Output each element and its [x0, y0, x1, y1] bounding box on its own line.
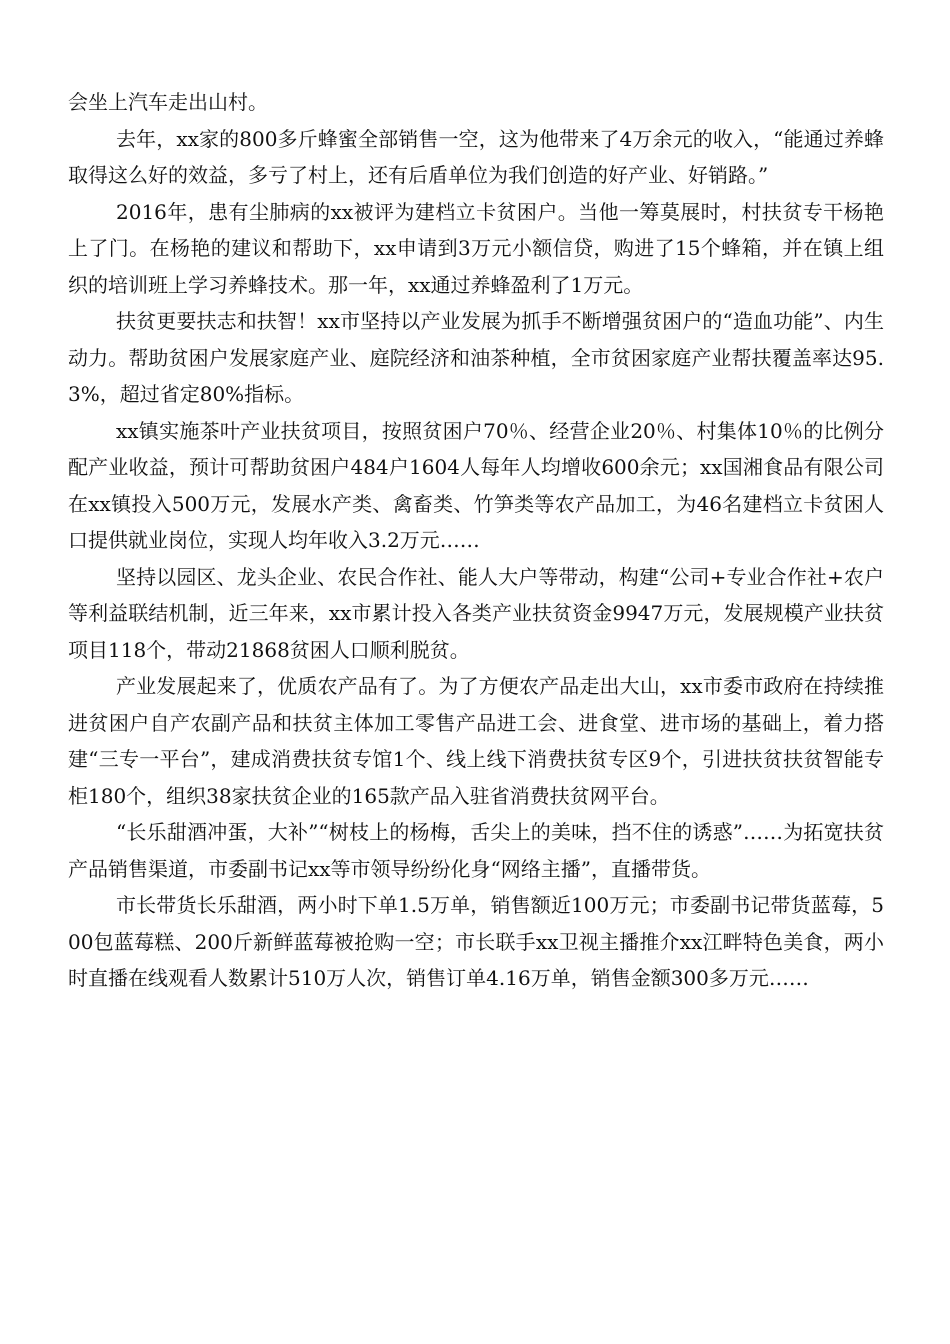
paragraph-4: 扶贫更要扶志和扶智！xx市坚持以产业发展为抓手不断增强贫困户的“造血功能”、内生动力。帮助贫困户发展家庭产业、庭院经济和油茶种植，全市贫困家庭产业帮扶覆盖率达95.3%，超过省定80%指标。	[68, 309, 884, 406]
document-body	[68, 84, 884, 997]
paragraph-2: 去年，xx家的800多斤蜂蜜全部销售一空，这为他带来了4万余元的收入，“能通过养蜂取得这么好的效益，多亏了村上，还有后盾单位为我们创造的好产业、好销路。”	[68, 126, 884, 187]
paragraph-5: xx镇实施茶叶产业扶贫项目，按照贫困户70％、经营企业20％、村集体10％的比例分配产业收益，预计可帮助贫困户484户1604人每年人均增收600余元；xx国湘食品有限公司在xx镇投入500万元，发展水产类、禽畜类、竹笋类等农产品加工，为46名建档立卡贫困人口提供就业岗位，实现人均年收入3.2万元……	[68, 418, 884, 552]
paragraph-9: 市长带货长乐甜酒，两小时下单1.5万单，销售额近100万元；市委副书记带货蓝莓，500包蓝莓糕、200斤新鲜蓝莓被抢购一空；市长联手xx卫视主播推介xx江畔特色美食，两小时直播在线观看人数累计510万人次，销售订单4.16万单，销售金额300多万元……	[68, 893, 884, 990]
paragraph-8: “长乐甜酒冲蛋，大补”“树枝上的杨梅，舌尖上的美味，挡不住的诱惑”……为拓宽扶贫产品销售渠道，市委副书记xx等市领导纷纷化身“网络主播”，直播带货。	[68, 820, 884, 881]
paragraph-3: 2016年，患有尘肺病的xx被评为建档立卡贫困户。当他一筹莫展时，村扶贫专干杨艳上了门。在杨艳的建议和帮助下，xx申请到3万元小额信贷，购进了15个蜂箱，并在镇上组织的培训班上学习养蜂技术。那一年，xx通过养蜂盈利了1万元。	[68, 199, 884, 297]
paragraph-6: 坚持以园区、龙头企业、农民合作社、能人大户等带动，构建“公司+专业合作社+农户等利益联结机制，近三年来，xx市累计投入各类产业扶贫资金9947万元，发展规模产业扶贫项目118个，带动21868贫困人口顺利脱贫。	[68, 564, 884, 662]
paragraph-1: 会坐上汽车走出山村。	[68, 90, 268, 114]
paragraph-7: 产业发展起来了，优质农产品有了。为了方便农产品走出大山，xx市委市政府在持续推进贫困户自产农副产品和扶贫主体加工零售产品进工会、进食堂、进市场的基础上，着力搭建“三专一平台”，建成消费扶贫专馆1个、线上线下消费扶贫专区9个，引进扶贫扶贫智能专柜180个，组织38家扶贫企业的165款产品入驻省消费扶贫网平台。	[68, 674, 884, 808]
